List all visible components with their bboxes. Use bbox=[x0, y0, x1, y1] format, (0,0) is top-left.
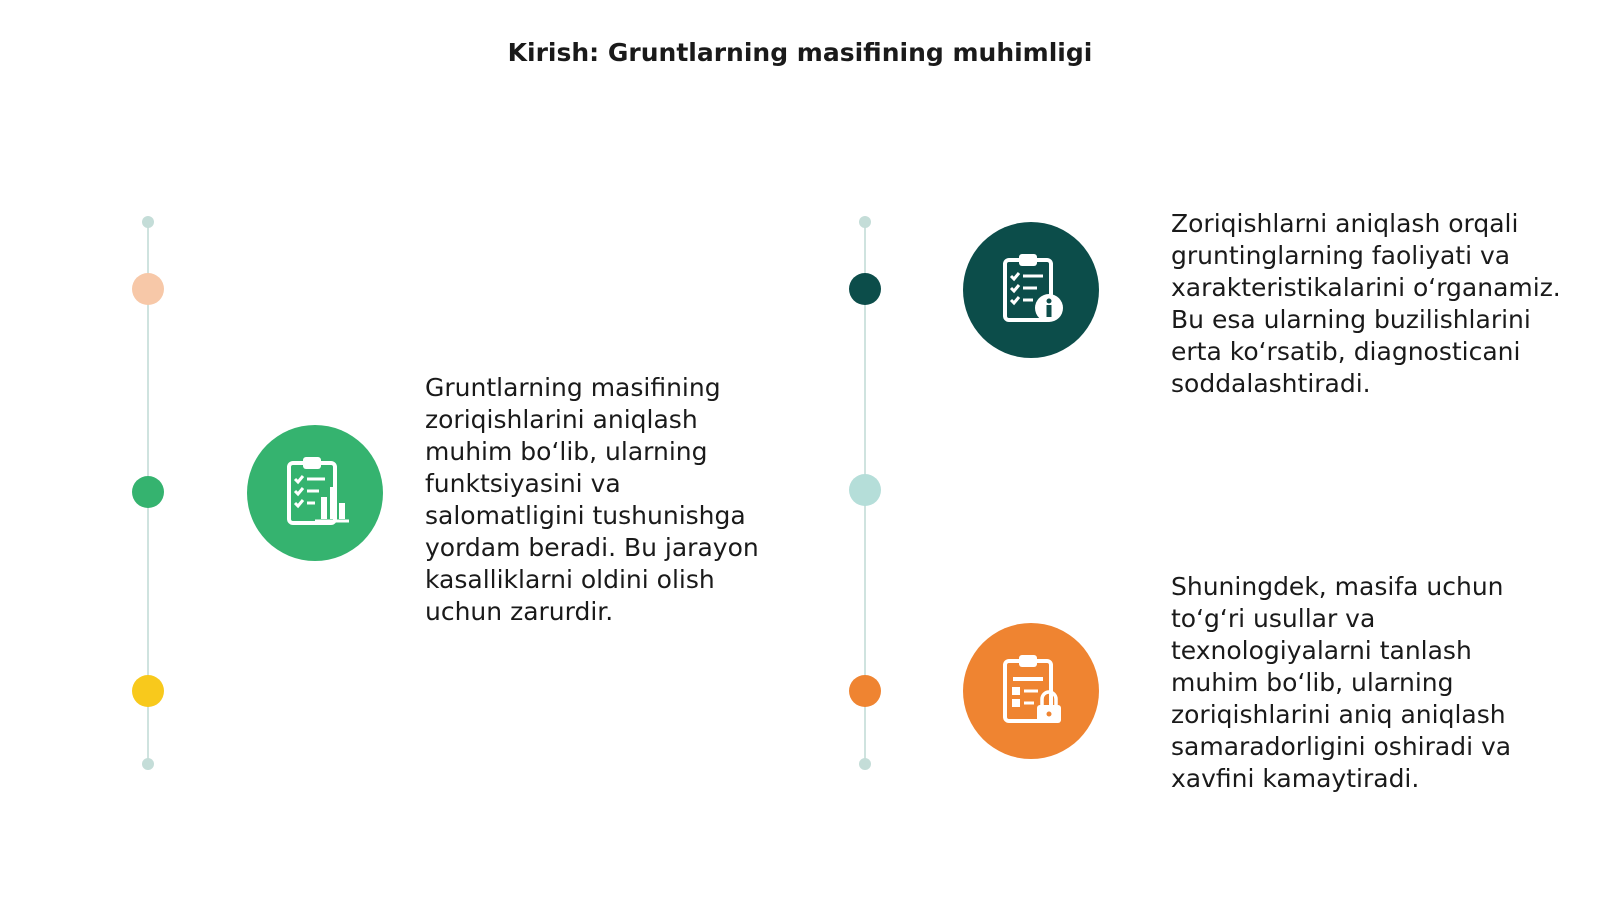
block-2-text: Zoriqishlarni aniqlash orqali gruntinglarning faoliyati va xarakteristikalarini o‘rganamiz. Bu esa ularning buzilishlarini erta ko‘rsatib, diagnosticani soddalashtiradi. bbox=[1171, 209, 1561, 398]
timeline-end-top bbox=[142, 216, 154, 228]
timeline-dot-orange bbox=[849, 675, 881, 707]
timeline-end-top bbox=[859, 216, 871, 228]
clipboard-info-icon bbox=[991, 250, 1071, 330]
timeline-end-bottom bbox=[859, 758, 871, 770]
clipboard-lock-icon bbox=[991, 651, 1071, 731]
timeline-dot-teal bbox=[849, 273, 881, 305]
block-3-icon-circle bbox=[963, 623, 1099, 759]
timeline-dot-mint bbox=[849, 474, 881, 506]
block-3-text: Shuningdek, masifa uchun to‘g‘ri usullar va texnologiyalarni tanlash muhim bo‘lib, ularning zoriqishlarini aniq aniqlash samaradorligini oshiradi va xavfini kamaytiradi. bbox=[1171, 572, 1512, 793]
block-1-text: Gruntlarning masifining zoriqishlarini aniqlash muhim bo‘lib, ularning funktsiyasini va salomatligini tushunishga yordam beradi. Bu jarayon kasalliklarni oldini olish uchun zarurdir. bbox=[425, 373, 759, 626]
timeline-dot-peach bbox=[132, 273, 164, 305]
page-title: Kirish: Gruntlarning masifining muhimligi bbox=[507, 38, 1093, 67]
timeline-dot-green bbox=[132, 476, 164, 508]
block-2-icon-circle bbox=[963, 222, 1099, 358]
clipboard-chart-icon bbox=[275, 453, 355, 533]
timeline-dot-yellow bbox=[132, 675, 164, 707]
timeline-end-bottom bbox=[142, 758, 154, 770]
block-1-icon-circle bbox=[247, 425, 383, 561]
